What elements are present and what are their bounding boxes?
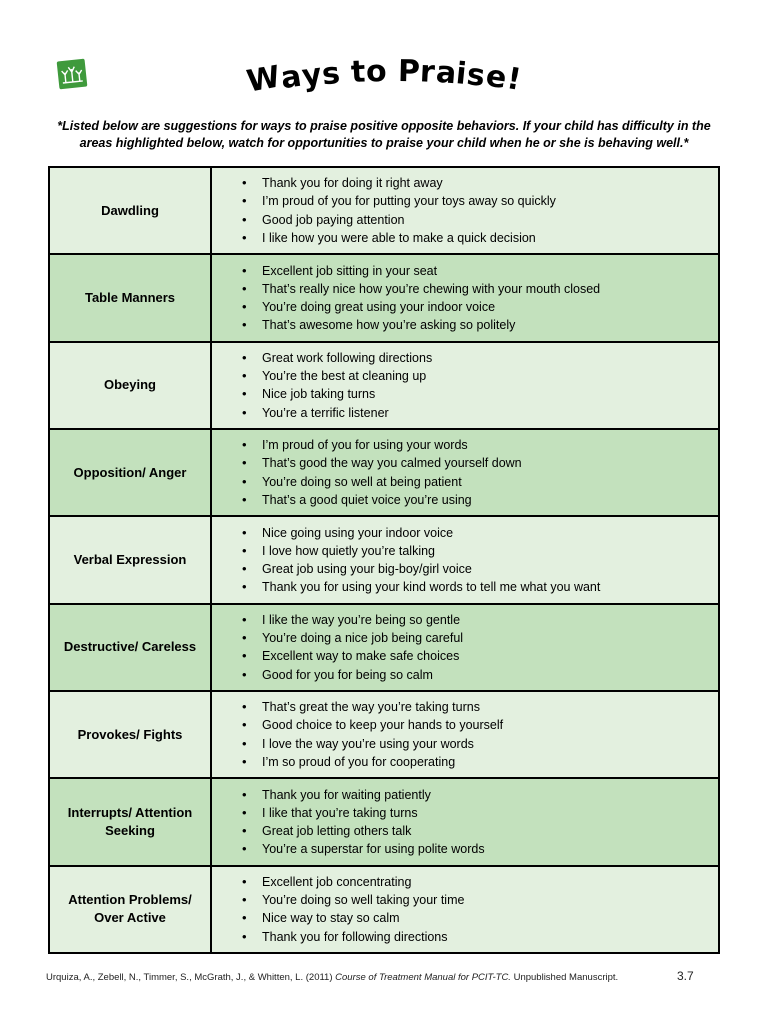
list-item: • That’s really nice how you’re chewing with your mouth closed <box>242 280 718 298</box>
list-item: • You’re a superstar for using polite words <box>242 840 718 858</box>
list-item: • You’re doing so well at being patient <box>242 473 718 491</box>
praise-list <box>212 786 718 859</box>
list-item: • Great job using your big-boy/girl voice <box>242 560 718 578</box>
praise-list <box>212 174 718 247</box>
table-row <box>49 691 719 778</box>
table-row <box>49 167 719 254</box>
citation-authors: Urquiza, A., Zebell, N., Timmer, S., McGrath, J., & Whitten, L. (2011) <box>46 972 333 983</box>
category-cell: Interrupts/ Attention Seeking <box>49 778 211 865</box>
praise-list-cell <box>211 342 719 429</box>
intro-text: *Listed below are suggestions for ways to praise positive opposite behaviors. If your child has difficulty in the areas highlighted below, watch for opportunities to praise your child when he or she is behaving well.* <box>57 119 711 150</box>
citation-work: Course of Treatment Manual for PCIT-TC. <box>335 972 511 983</box>
list-item: • I’m so proud of you for cooperating <box>242 753 718 771</box>
category-cell: Dawdling <box>49 167 211 254</box>
praise-list <box>212 436 718 509</box>
list-item: • You’re doing a nice job being careful <box>242 629 718 647</box>
list-item: • Thank you for following directions <box>242 928 718 946</box>
praise-list-cell <box>211 254 719 341</box>
citation-note: Unpublished Manuscript. <box>513 972 619 983</box>
list-item: • I like that you’re taking turns <box>242 804 718 822</box>
praise-list <box>212 524 718 597</box>
list-item: • Excellent job sitting in your seat <box>242 262 718 280</box>
list-item: • That’s awesome how you’re asking so politely <box>242 316 718 334</box>
list-item: • Good choice to keep your hands to yourself <box>242 716 718 734</box>
list-item: • That’s good the way you calmed yourself down <box>242 454 718 472</box>
praise-list-cell <box>211 167 719 254</box>
category-cell: Obeying <box>49 342 211 429</box>
praise-table-body <box>49 167 719 953</box>
page-title-text: Ways to Praise! <box>244 53 524 100</box>
table-row <box>49 342 719 429</box>
list-item: • You’re a terrific listener <box>242 404 718 422</box>
citation <box>46 972 618 983</box>
list-item: • I love how quietly you’re talking <box>242 542 718 560</box>
list-item: • I love the way you’re using your words <box>242 735 718 753</box>
table-row <box>49 604 719 691</box>
praise-list-cell <box>211 429 719 516</box>
list-item: • Excellent job concentrating <box>242 873 718 891</box>
page-title <box>0 53 768 100</box>
table-row <box>49 778 719 865</box>
category-cell: Table Manners <box>49 254 211 341</box>
table-row <box>49 866 719 953</box>
list-item: • Thank you for waiting patiently <box>242 786 718 804</box>
category-cell: Destructive/ Careless <box>49 604 211 691</box>
table-row <box>49 516 719 603</box>
list-item: • You’re doing so well taking your time <box>242 891 718 909</box>
list-item: • Excellent way to make safe choices <box>242 647 718 665</box>
praise-list-cell <box>211 691 719 778</box>
list-item: • Good job paying attention <box>242 211 718 229</box>
category-cell: Verbal Expression <box>49 516 211 603</box>
praise-list <box>212 349 718 422</box>
list-item: • Great job letting others talk <box>242 822 718 840</box>
list-item: • Nice job taking turns <box>242 385 718 403</box>
praise-list-cell <box>211 866 719 953</box>
list-item: • Great work following directions <box>242 349 718 367</box>
praise-list <box>212 262 718 335</box>
praise-list <box>212 611 718 684</box>
praise-list-cell <box>211 516 719 603</box>
praise-table <box>48 166 720 954</box>
list-item: • Thank you for using your kind words to tell me what you want <box>242 578 718 596</box>
list-item: • That’s great the way you’re taking turns <box>242 698 718 716</box>
list-item: • Thank you for doing it right away <box>242 174 718 192</box>
list-item: • Nice going using your indoor voice <box>242 524 718 542</box>
list-item: • That’s a good quiet voice you’re using <box>242 491 718 509</box>
category-cell: Provokes/ Fights <box>49 691 211 778</box>
list-item: • Nice way to stay so calm <box>242 909 718 927</box>
page-number: 3.7 <box>677 969 694 983</box>
list-item: • I’m proud of you for putting your toys away so quickly <box>242 192 718 210</box>
praise-list <box>212 698 718 771</box>
praise-list-cell <box>211 604 719 691</box>
list-item: • You’re doing great using your indoor voice <box>242 298 718 316</box>
praise-list-cell <box>211 778 719 865</box>
list-item: • I like how you were able to make a quick decision <box>242 229 718 247</box>
list-item: • Good for you for being so calm <box>242 666 718 684</box>
table-row <box>49 254 719 341</box>
category-cell: Opposition/ Anger <box>49 429 211 516</box>
list-item: • You’re the best at cleaning up <box>242 367 718 385</box>
table-row <box>49 429 719 516</box>
list-item: • I’m proud of you for using your words <box>242 436 718 454</box>
category-cell: Attention Problems/ Over Active <box>49 866 211 953</box>
list-item: • I like the way you’re being so gentle <box>242 611 718 629</box>
praise-list <box>212 873 718 946</box>
